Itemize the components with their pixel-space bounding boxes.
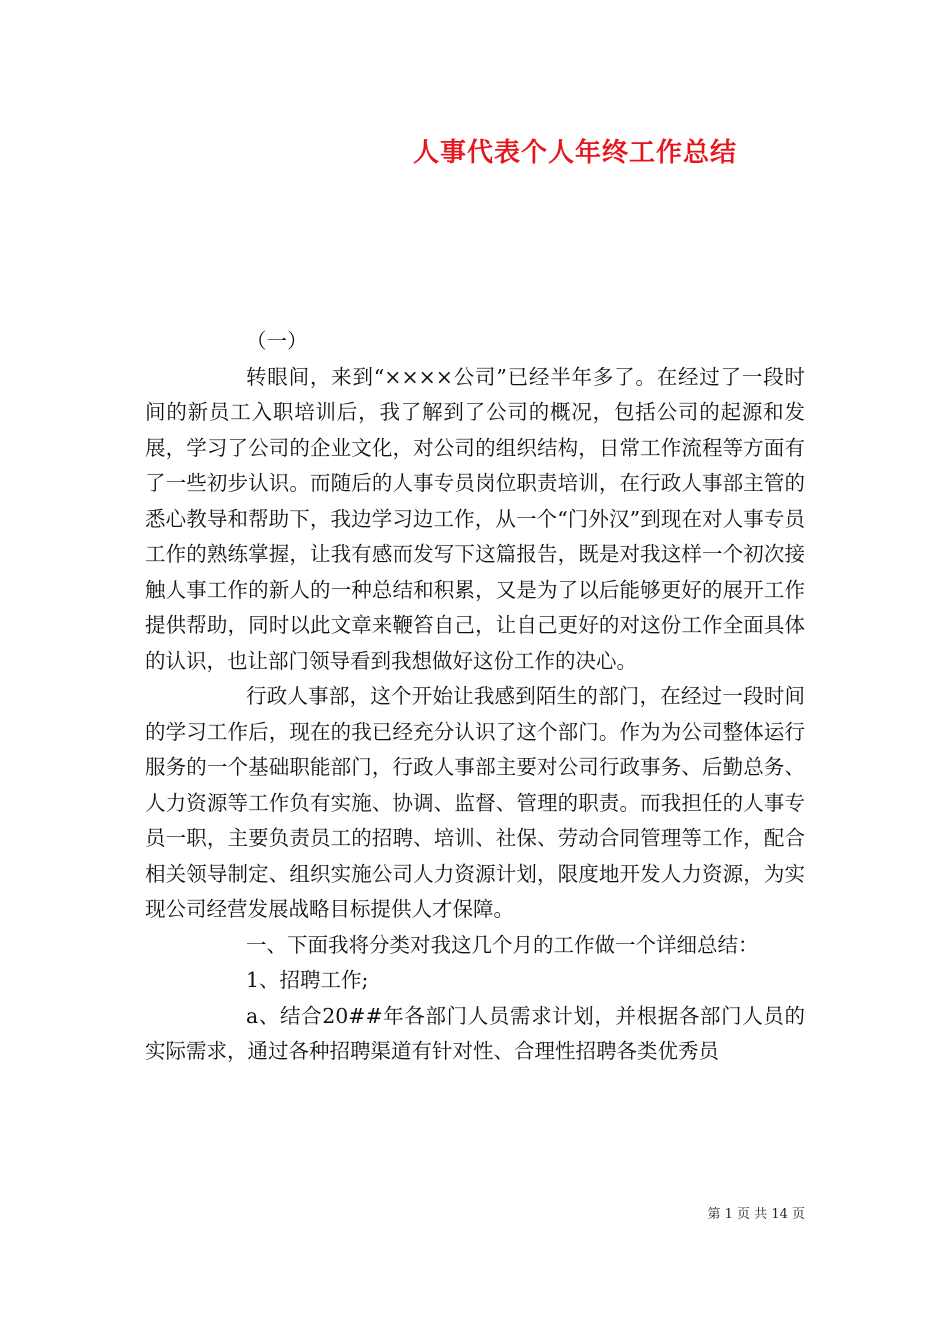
page-footer: 第 1 页 共 14 页 [707, 1207, 805, 1222]
paragraph-intro: 转眼间，来到“××××公司”已经半年多了。在经过了一段时间的新员工入职培训后，我了解到了公司的概况，包括公司的起源和发展，学习了公司的企业文化，对公司的组织结构，日常工作流程等方面有了一些初步认识。而随后的人事专员岗位职责培训，在行政人事部主管的悉心教导和帮助下，我边学习边工作，从一个“门外汉”到现在对人事专员工作的熟练掌握，让我有感而发写下这篇报告，既是对我这样一个初次接触人事工作的新人的一种总结和积累，又是为了以后能够更好的展开工作提供帮助，同时以此文章来鞭笞自己，让自己更好的对这份工作全面具体的认识，也让部门领导看到我想做好这份工作的决心。 [145, 364, 805, 673]
paragraph-recruitment-heading: 1、招聘工作; [246, 968, 369, 992]
paragraph-department: 行政人事部，这个开始让我感到陌生的部门，在经过一段时间的学习工作后，现在的我已经充分认识了这个部门。作为为公司整体运行服务的一个基础职能部门，行政人事部主要对公司行政事务、后勤总务、人力资源等工作负有实施、协调、监督、管理的职责。而我担任的人事专员一职，主要负责员工的招聘、培训、社保、劳动合同管理等工作，配合相关领导制定、组织实施公司人力资源计划，限度地开发人力资源，为实现公司经营发展战略目标提供人才保障。 [145, 684, 805, 921]
section-marker: （一） [246, 329, 308, 353]
document-body [145, 324, 805, 1070]
paragraph-recruitment-a: a、结合20##年各部门人员需求计划，并根据各部门人员的实际需求，通过各种招聘渠道有针对性、合理性招聘各类优秀员 [145, 1003, 805, 1063]
document-title: 人事代表个人年终工作总结 [413, 138, 738, 168]
paragraph-summary-heading: 一、下面我将分类对我这几个月的工作做一个详细总结： [246, 932, 759, 957]
